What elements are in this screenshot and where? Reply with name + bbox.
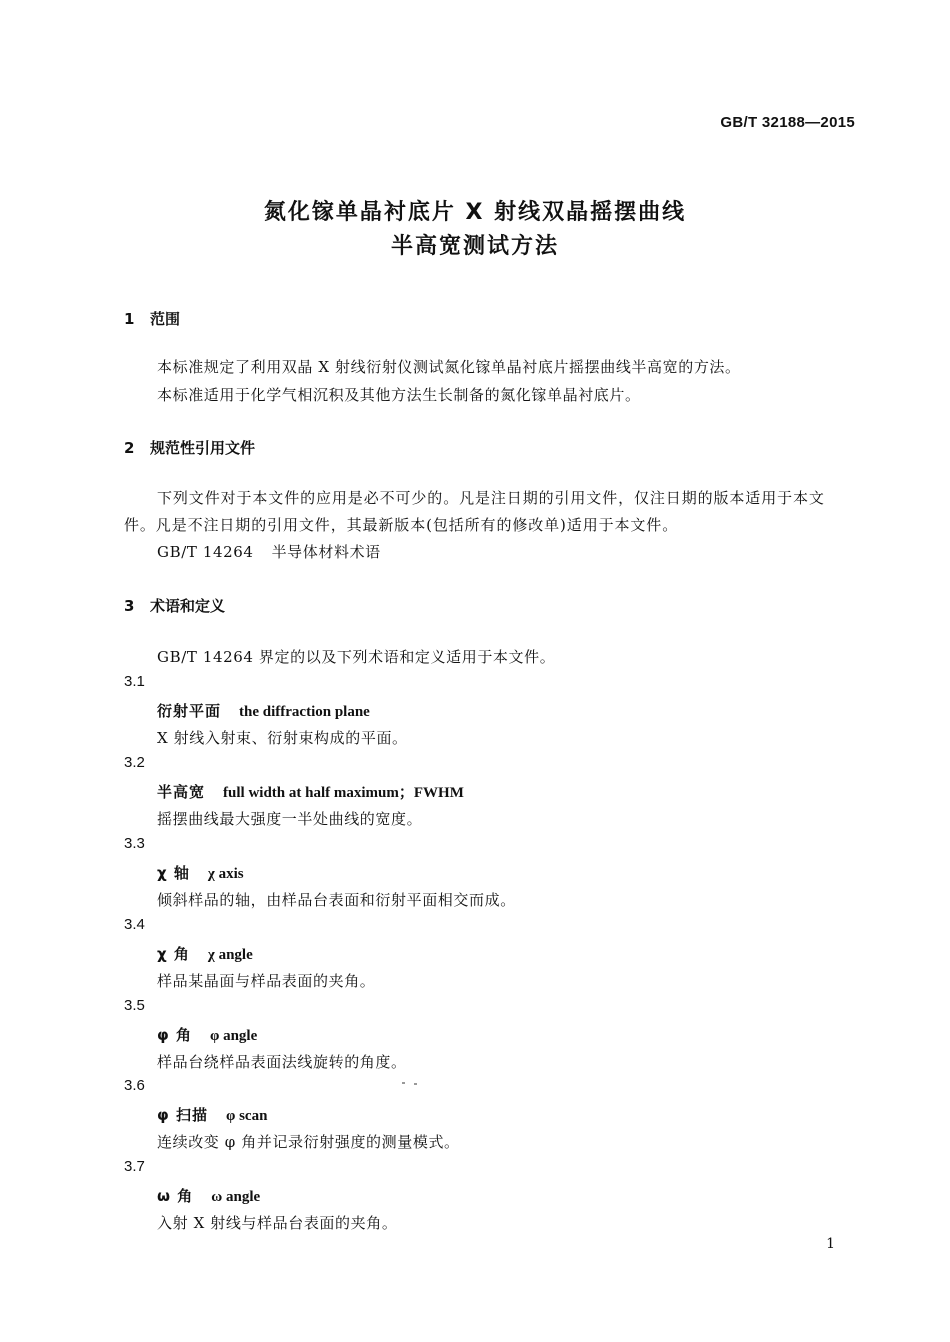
term-definition: 样品台绕样品表面法线旋转的角度。 bbox=[157, 1053, 407, 1071]
section-2-heading bbox=[124, 437, 255, 458]
term-number: 3.7 bbox=[124, 1158, 145, 1175]
term-en: χ axis bbox=[207, 866, 244, 882]
term-zh: φ 角 bbox=[157, 1026, 192, 1044]
term-heading bbox=[157, 1104, 267, 1125]
section-title: 范围 bbox=[150, 310, 181, 328]
term-en: the diffraction plane bbox=[239, 704, 370, 720]
term-definition: 入射 X 射线与样品台表面的夹角。 bbox=[157, 1214, 398, 1232]
section-number: 2 bbox=[124, 439, 135, 457]
term-definition: X 射线入射束、衍射束构成的平面。 bbox=[157, 729, 408, 747]
terms-intro: GB/T 14264 界定的以及下列术语和定义适用于本文件。 bbox=[157, 648, 556, 666]
reference-title: 半导体材料术语 bbox=[271, 543, 381, 561]
section-3-heading bbox=[124, 595, 225, 616]
term-number: 3.3 bbox=[124, 835, 145, 852]
term-en: φ scan bbox=[225, 1108, 268, 1124]
term-heading bbox=[157, 781, 464, 802]
term-heading bbox=[157, 1185, 260, 1206]
scope-paragraph-1: 本标准规定了利用双晶 X 射线衍射仪测试氮化镓单晶衬底片摇摆曲线半高宽的方法。 bbox=[157, 358, 741, 376]
term-number: 3.5 bbox=[124, 997, 145, 1014]
term-definition: 摇摆曲线最大强度一半处曲线的宽度。 bbox=[157, 810, 423, 828]
term-zh: 衍射平面 bbox=[157, 702, 222, 720]
section-number: 3 bbox=[124, 597, 135, 615]
term-definition: 倾斜样品的轴，由样品台表面和衍射平面相交而成。 bbox=[157, 891, 516, 909]
standard-number: GB/T 32188—2015 bbox=[720, 114, 855, 131]
term-zh: χ 轴 bbox=[157, 864, 190, 882]
term-en: full width at half maximum；FWHM bbox=[223, 785, 464, 801]
term-en: φ angle bbox=[209, 1028, 258, 1044]
term-zh: φ 扫描 bbox=[157, 1106, 208, 1124]
term-zh: ω 角 bbox=[157, 1187, 194, 1205]
scan-speck bbox=[414, 1083, 417, 1085]
section-title: 术语和定义 bbox=[150, 597, 226, 615]
references-paragraph-line1: 下列文件对于本文件的应用是必不可少的。凡是注日期的引用文件，仅注日期的版本适用于本文 bbox=[157, 489, 825, 507]
document-title-line2: 半高宽测试方法 bbox=[390, 234, 559, 259]
term-definition: 样品某晶面与样品表面的夹角。 bbox=[157, 972, 376, 990]
term-en: χ angle bbox=[207, 947, 253, 963]
term-en: ω angle bbox=[211, 1189, 261, 1205]
term-heading bbox=[157, 700, 370, 721]
term-zh: 半高宽 bbox=[157, 783, 206, 801]
term-number: 3.2 bbox=[124, 754, 145, 771]
section-number: 1 bbox=[124, 310, 135, 328]
section-title: 规范性引用文件 bbox=[150, 439, 256, 457]
page-number: 1 bbox=[826, 1236, 835, 1252]
reference-code: GB/T 14264 bbox=[157, 543, 254, 561]
reference-entry bbox=[157, 541, 381, 562]
scope-paragraph-2: 本标准适用于化学气相沉积及其他方法生长制备的氮化镓单晶衬底片。 bbox=[157, 386, 641, 404]
term-definition: 连续改变 φ 角并记录衍射强度的测量模式。 bbox=[157, 1133, 460, 1151]
document-title-line1: 氮化镓单晶衬底片 X 射线双晶摇摆曲线 bbox=[263, 200, 687, 225]
term-zh: χ 角 bbox=[157, 945, 190, 963]
term-heading bbox=[157, 1024, 257, 1045]
term-heading bbox=[157, 862, 244, 883]
term-number: 3.4 bbox=[124, 916, 145, 933]
section-1-heading bbox=[124, 308, 180, 329]
references-paragraph-line2: 件。凡是不注日期的引用文件，其最新版本(包括所有的修改单)适用于本文件。 bbox=[124, 516, 679, 534]
term-number: 3.6 bbox=[124, 1077, 145, 1094]
scan-speck bbox=[402, 1082, 405, 1084]
term-heading bbox=[157, 943, 253, 964]
term-number: 3.1 bbox=[124, 673, 145, 690]
